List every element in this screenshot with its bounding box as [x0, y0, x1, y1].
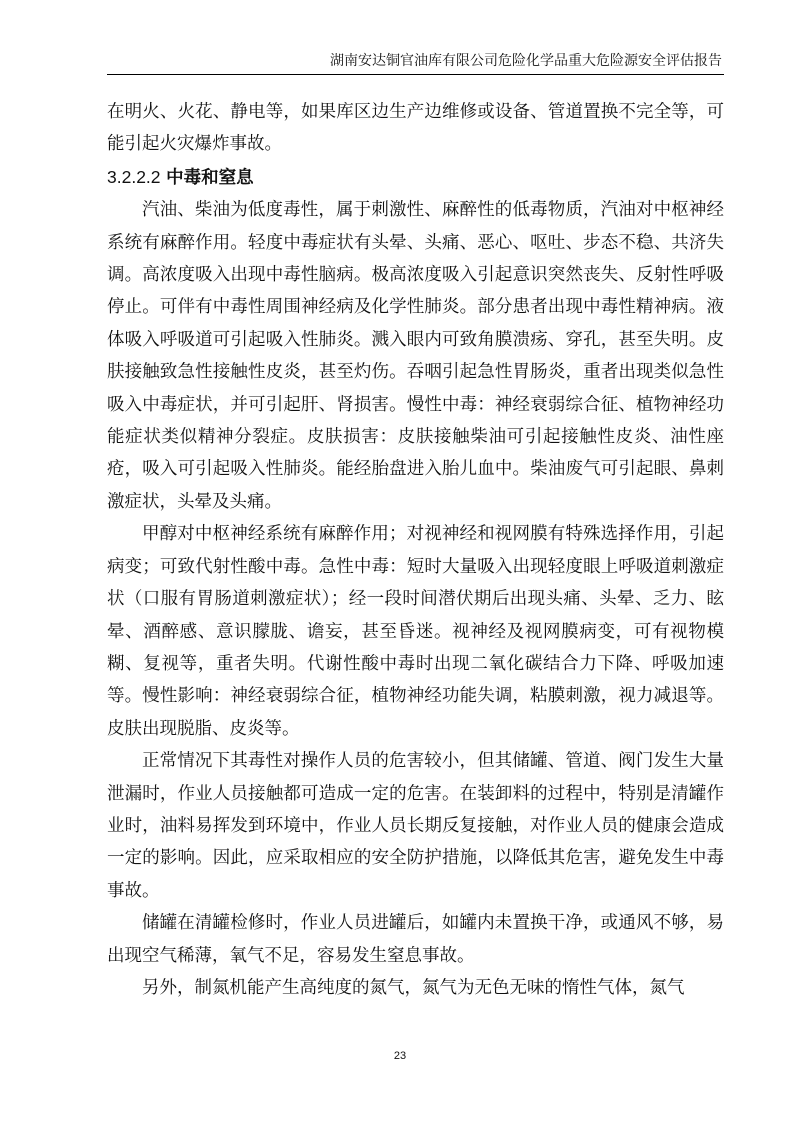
running-header: 湖南安达铜官油库有限公司危险化学品重大危险源安全评估报告: [330, 53, 722, 69]
paragraph-nitrogen: 另外，制氮机能产生高纯度的氮气，氮气为无色无味的惰性气体，氮气: [142, 977, 685, 998]
paragraph-methanol: 甲醇对中枢神经系统有麻醉作用；对视神经和视网膜有特殊选择作用，引起病变；可致代射性酸中毒。急性中毒：短时大量吸入出现轻度眼上呼吸道刺激症状（口服有胃肠道刺激症状）；经一段时间潜伏期后出现头痛、头晕、乏力、眩晕、酒醉感、意识朦胧、谵妄，甚至昏迷。视神经及视网膜病变，可有视物模糊、复视等，重者失明。代谢性酸中毒时出现二氧化碳结合力下降、呼吸加速等。慢性影响：神经衰弱综合征，植物神经功能失调，粘膜刺激，视力减退等。皮肤出现脱脂、皮炎等。: [107, 524, 724, 739]
paragraph-normal-conditions: 正常情况下其毒性对操作人员的危害较小，但其储罐、管道、阀门发生大量泄漏时，作业人员接触都可造成一定的危害。在装卸料的过程中，特别是清罐作业时，油料易挥发到环境中，作业人员长期反复接触，对作业人员的健康会造成一定的影响。因此，应采取相应的安全防护措施，以降低其危害，避免发生中毒事故。: [107, 751, 724, 901]
document-body: [107, 96, 724, 1004]
page-number: 23: [393, 1050, 407, 1062]
section-heading: [107, 161, 724, 194]
header-rule: [107, 74, 724, 75]
paragraph-gasoline-diesel: 汽油、柴油为低度毒性，属于刺激性、麻醉性的低毒物质，汽油对中枢神经系统有麻醉作用。轻度中毒症状有头晕、头痛、恶心、呕吐、步态不稳、共济失调。高浓度吸入出现中毒性脑病。极高浓度吸入引起意识突然丧失、反射性呼吸停止。可伴有中毒性周围神经病及化学性肺炎。部分患者出现中毒性精神病。液体吸入呼吸道可引起吸入性肺炎。溅入眼内可致角膜溃疡、穿孔，甚至失明。皮肤接触致急性接触性皮炎，甚至灼伤。吞咽引起急性胃肠炎，重者出现类似急性吸入中毒症状，并可引起肝、肾损害。慢性中毒：神经衰弱综合征、植物神经功能症状类似精神分裂症。皮肤损害：皮肤接触柴油可引起接触性皮炎、油性座疮，吸入可引起吸入性肺炎。能经胎盘进入胎儿血中。柴油废气可引起眼、鼻刺激症状，头晕及头痛。: [107, 200, 724, 512]
section-title: 中毒和窒息: [166, 167, 254, 188]
section-number: 3.2.2.2: [107, 166, 161, 187]
intro-paragraph: 在明火、火花、静电等，如果库区边生产边维修或设备、管道置换不完全等，可能引起火灾爆炸事故。: [107, 102, 724, 155]
paragraph-tank-cleaning: 储罐在清罐检修时，作业人员进罐后，如罐内未置换干净，或通风不够，易出现空气稀薄，氧气不足，容易发生窒息事故。: [107, 913, 724, 966]
